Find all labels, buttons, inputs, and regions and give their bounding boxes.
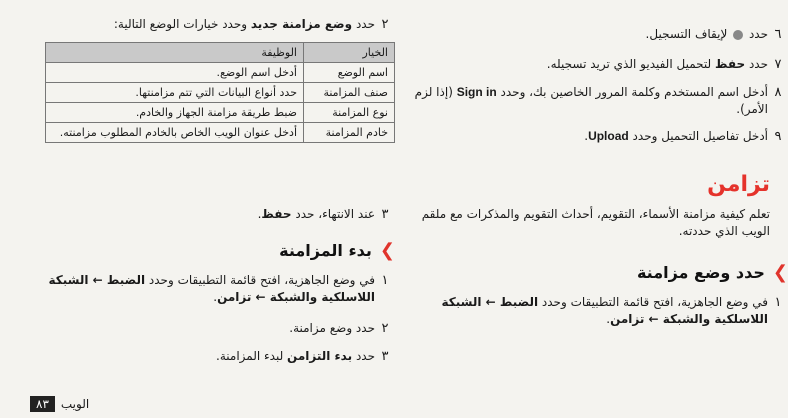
heading-select-sync-mode: ❯ حدد وضع مزامنة	[636, 262, 788, 283]
left-column	[30, 0, 395, 418]
page-footer	[30, 396, 89, 412]
section-title: تزامن	[707, 172, 770, 197]
options-table	[45, 42, 395, 143]
left-step-1: ١ في وضع الجاهزية، افتح قائمة التطبيقات وحدد الضبط ← الشبكة اللاسلكية والشبكة ← تزامن.	[48, 273, 389, 304]
chevron-icon: ❯	[772, 262, 788, 283]
chevron-icon: ❯	[379, 240, 395, 261]
pause-icon	[733, 30, 743, 40]
left-step-3: ٣ حدد بدء التزامن لبدء المزامنة.	[216, 349, 389, 364]
step-6: ٦ حدد لإيقاف التسجيل.	[645, 27, 782, 42]
right-step-1: ١ في وضع الجاهزية، افتح قائمة التطبيقات وحدد الضبط ← الشبكة اللاسلكية والشبكة ← تزامن.	[441, 295, 782, 326]
step-9: ٩ أدخل تفاصيل التحميل وحدد Upload.	[584, 129, 782, 144]
table-row: اسم الوضع أدخل اسم الوضع.	[46, 63, 395, 83]
step-3: ٣ عند الانتهاء، حدد حفظ.	[257, 207, 389, 222]
step-7: ٧ حدد حفظ لتحميل الفيديو الذي تريد تسجيله.	[546, 57, 782, 72]
footer-label: الويب	[60, 397, 90, 411]
table-row: نوع المزامنة ضبط طريقة مزامنة الجهاز والخادم.	[46, 103, 395, 123]
step-8: ٨ أدخل اسم المستخدم وكلمة المرور الخاصين بك، وحدد Sign in (إذا لزم الأمر).	[414, 85, 782, 116]
table-header-row: الخيار الوظيفة	[46, 43, 395, 63]
table-row: صنف المزامنة حدد أنواع البيانات التي تتم مزامنتها.	[46, 83, 395, 103]
page-number: ٨٣	[30, 396, 55, 412]
step-2: ٢ حدد وضع مزامنة جديد وحدد خيارات الوضع التالية:	[113, 17, 389, 32]
heading-start-sync: ❯ بدء المزامنة	[279, 240, 395, 261]
section-intro: تعلم كيفية مزامنة الأسماء، التقويم، أحداث التقويم والمذكرات مع ملقم الويب الذي حددته.	[421, 207, 770, 238]
table-row: خادم المزامنة أدخل عنوان الويب الخاص بالخادم المطلوب مزامنته.	[46, 123, 395, 143]
left-step-2: ٢ حدد وضع مزامنة.	[289, 321, 389, 336]
right-column	[410, 0, 788, 418]
